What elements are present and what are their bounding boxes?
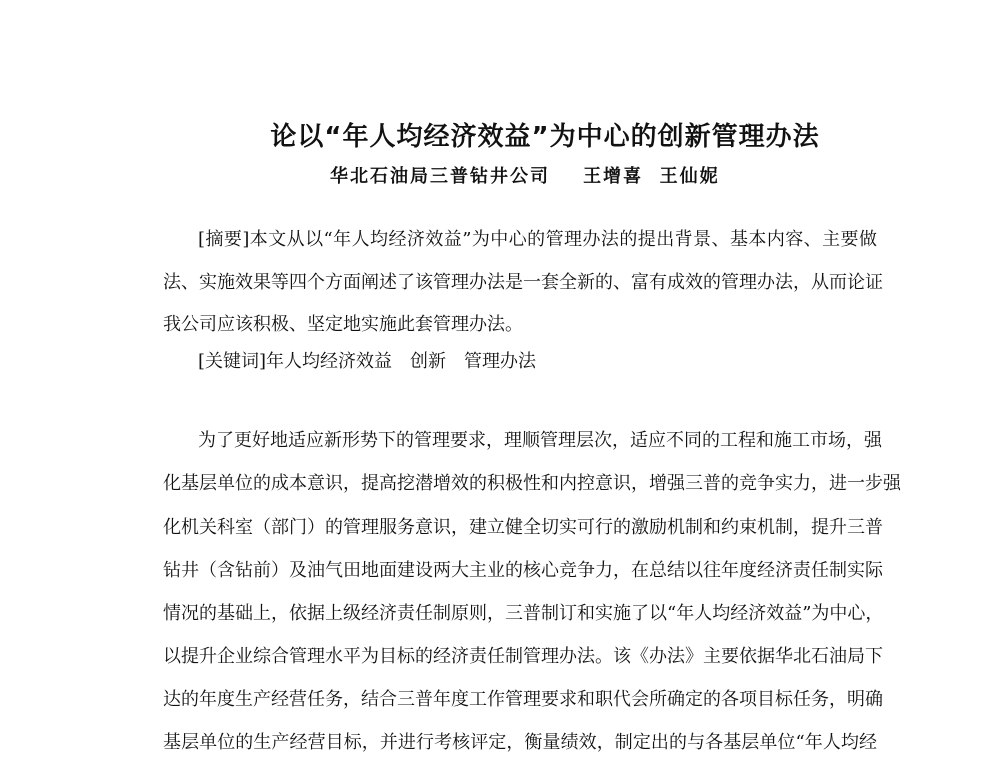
- abstract-line: 法、实施效果等四个方面阐述了该管理办法是一套全新的、富有成效的管理办法，从而论证: [163, 272, 883, 293]
- document-title: 论以“年人均经济效益”为中心的创新管理办法: [270, 122, 820, 152]
- body-line: 化机关科室（部门）的管理服务意识，建立健全切实可行的激励机制和约束机制，提升三普: [163, 517, 883, 538]
- author-affiliation: 华北石油局三普钻井公司 王增喜 王仙妮: [330, 166, 720, 187]
- body-line: 达的年度生产经营任务，结合三普年度工作管理要求和职代会所确定的各项目标任务，明确: [163, 689, 883, 710]
- body-line: 为了更好地适应新形势下的管理要求，理顺管理层次，适应不同的工程和施工市场，强: [198, 430, 882, 451]
- body-line: 化基层单位的成本意识，提高挖潜增效的积极性和内控意识，增强三普的竞争实力，进一步强: [163, 473, 901, 494]
- abstract-line: 我公司应该积极、坚定地实施此套管理办法。: [163, 314, 523, 335]
- body-line: 以提升企业综合管理水平为目标的经济责任制管理办法。该《办法》主要依据华北石油局下: [163, 646, 883, 667]
- body-line: 情况的基础上，依据上级经济责任制原则，三普制订和实施了以“年人均经济效益”为中心，: [163, 603, 884, 624]
- body-line: 钻井（含钻前）及油气田地面建设两大主业的核心竞争力，在总结以往年度经济责任制实际: [163, 560, 883, 581]
- body-line: 基层单位的生产经营目标，并进行考核评定，衡量绩效，制定出的与各基层单位“年人均经: [163, 732, 877, 753]
- keywords: [关键词]年人均经济效益 创新 管理办法: [198, 351, 537, 372]
- abstract-line: [摘要]本文从以“年人均经济效益”为中心的管理办法的提出背景、基本内容、主要做: [198, 229, 877, 250]
